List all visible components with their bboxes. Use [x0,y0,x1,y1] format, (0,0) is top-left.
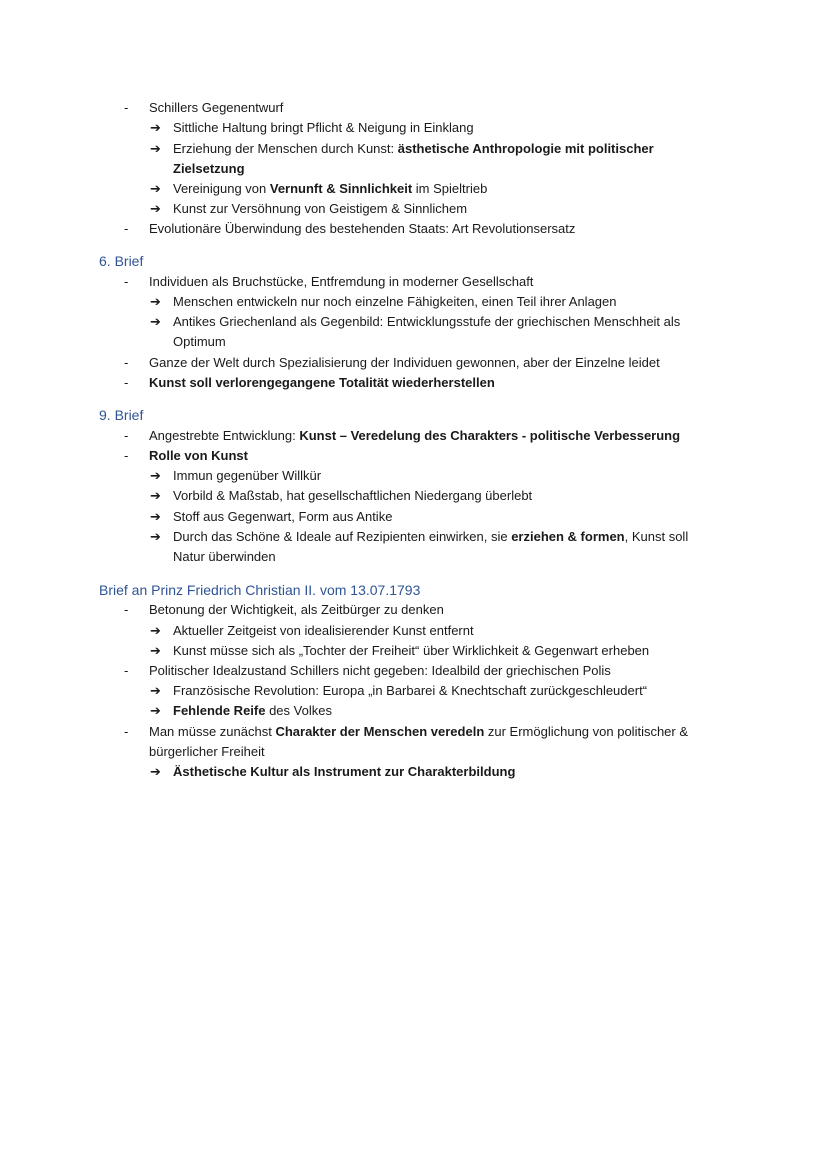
arrow-text: Ästhetische Kultur als Instrument zur Charakterbildung [173,764,516,779]
bullet-dash: - [124,221,129,236]
arrow-icon: ➔ [150,529,161,544]
bullet-dash: - [124,663,129,678]
arrow-icon: ➔ [150,468,161,483]
arrow-icon: ➔ [150,181,161,196]
bullet-text: Schillers Gegenentwurf [149,100,284,115]
arrow-icon: ➔ [150,141,161,156]
bullet-dash: - [124,100,129,115]
bullet-text: Individuen als Bruchstücke, Entfremdung in moderner Gesellschaft [149,274,534,289]
arrow-text: Sittliche Haltung bringt Pflicht & Neigung in Einklang [173,120,474,135]
arrow-text: Fehlende Reife des Volkes [173,703,332,718]
arrow-text: Erziehung der Menschen durch Kunst: ästhetische Anthropologie mit politischer [173,141,654,156]
bullet-text: Evolutionäre Überwindung des bestehenden Staats: Art Revolutionsersatz [149,221,576,236]
arrow-text: Durch das Schöne & Ideale auf Rezipienten einwirken, sie erziehen & formen, Kunst soll [173,529,689,544]
bullet-text: Kunst soll verlorengegangene Totalität wiederherstellen [149,375,495,390]
bullet-text: Rolle von Kunst [149,448,248,463]
bullet-text-continued: bürgerlicher Freiheit [149,744,265,759]
arrow-text: Aktueller Zeitgeist von idealisierender Kunst entfernt [173,623,474,638]
arrow-text-continued: Natur überwinden [173,549,276,564]
arrow-text: Antikes Griechenland als Gegenbild: Entwicklungsstufe der griechischen Menschheit als [173,314,681,329]
arrow-text: Vereinigung von Vernunft & Sinnlichkeit im Spieltrieb [173,181,488,196]
bullet-dash: - [124,355,129,370]
arrow-text: Stoff aus Gegenwart, Form aus Antike [173,509,393,524]
bullet-text: Politischer Idealzustand Schillers nicht gegeben: Idealbild der griechischen Polis [149,663,611,678]
bullet-dash: - [124,602,129,617]
arrow-text: Immun gegenüber Willkür [173,468,322,483]
arrow-icon: ➔ [150,703,161,718]
arrow-icon: ➔ [150,764,161,779]
arrow-icon: ➔ [150,201,161,216]
bullet-text: Ganze der Welt durch Spezialisierung der Individuen gewonnen, aber der Einzelne leidet [149,355,660,370]
arrow-icon: ➔ [150,623,161,638]
arrow-text: Französische Revolution: Europa „in Barbarei & Knechtschaft zurückgeschleudert“ [173,683,648,698]
arrow-text: Kunst zur Versöhnung von Geistigem & Sinnlichem [173,201,468,216]
arrow-text-continued: Zielsetzung [173,161,245,176]
arrow-text: Kunst müsse sich als „Tochter der Freiheit“ über Wirklichkeit & Gegenwart erheben [173,643,650,658]
arrow-text: Menschen entwickeln nur noch einzelne Fähigkeiten, einen Teil ihrer Anlagen [173,294,617,309]
arrow-icon: ➔ [150,120,161,135]
arrow-icon: ➔ [150,314,161,329]
section-heading: 6. Brief [99,253,144,269]
arrow-text: Vorbild & Maßstab, hat gesellschaftlichen Niedergang überlebt [173,488,533,503]
section-heading: Brief an Prinz Friedrich Christian II. vom 13.07.1793 [99,582,421,598]
bullet-text: Angestrebte Entwicklung: Kunst – Veredelung des Charakters - politische Verbesserung [149,428,681,443]
section-heading: 9. Brief [99,407,144,423]
bullet-dash: - [124,428,129,443]
arrow-icon: ➔ [150,683,161,698]
arrow-icon: ➔ [150,294,161,309]
bullet-dash: - [124,448,129,463]
arrow-icon: ➔ [150,509,161,524]
arrow-text-continued: Optimum [173,334,226,349]
bullet-dash: - [124,724,129,739]
bullet-dash: - [124,375,129,390]
arrow-icon: ➔ [150,643,161,658]
bullet-dash: - [124,274,129,289]
bullet-text: Betonung der Wichtigkeit, als Zeitbürger zu denken [149,602,444,617]
arrow-icon: ➔ [150,488,161,503]
bullet-text: Man müsse zunächst Charakter der Menschen veredeln zur Ermöglichung von politischer & [149,724,689,739]
